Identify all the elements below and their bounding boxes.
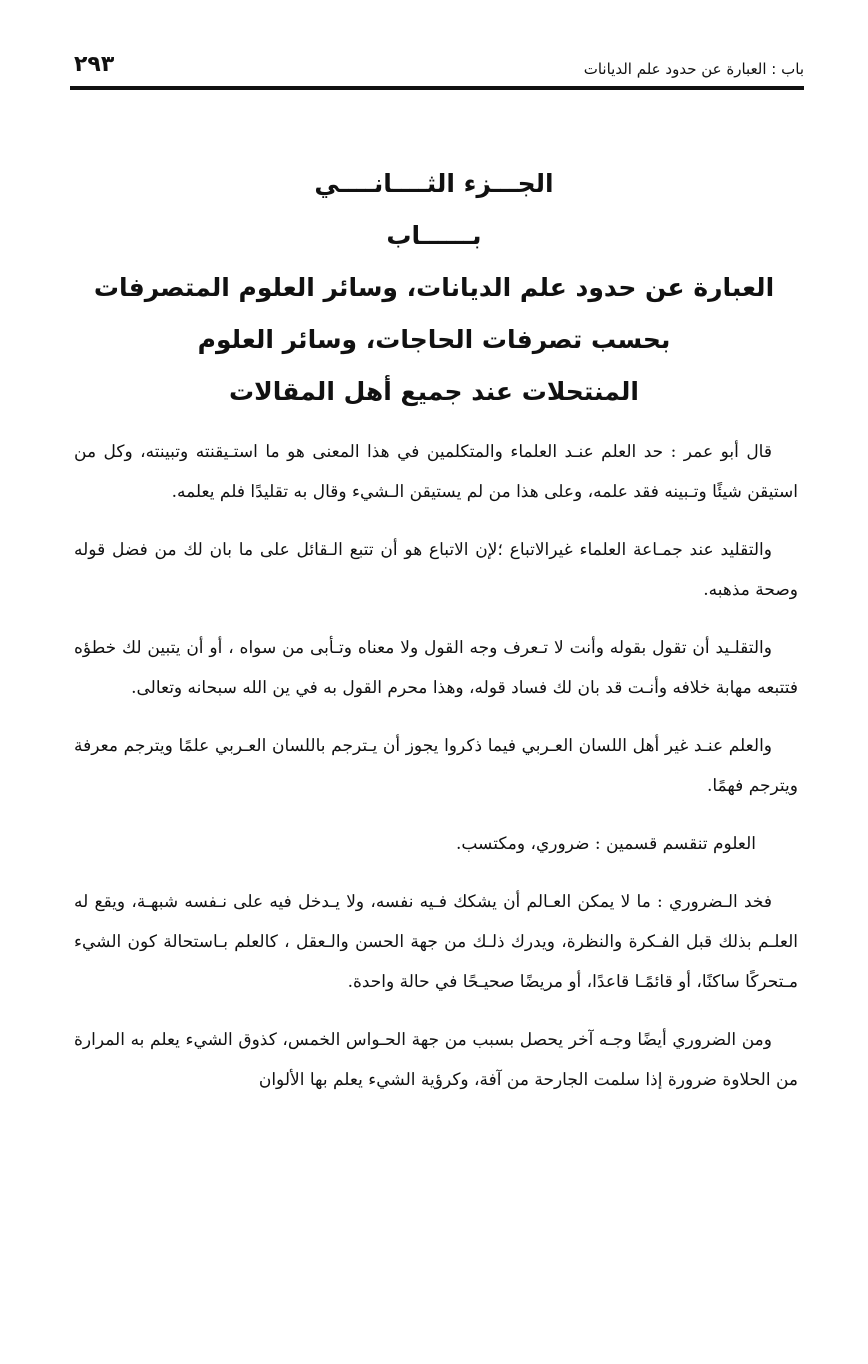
running-title: باب : العبارة عن حدود علم الديانات <box>583 60 804 78</box>
page-number: ٢٩٣ <box>74 52 115 77</box>
paragraph: قال أبو عمر : حد العلم عنـد العلماء والمتكلمين في هذا المعنى هو ما استـيقنته وتبينته، وكل من استيقن شيئًا وتـبينه فقد علمه، وعلى هذا من لم يستيقن الـشيء وقال به تقليدًا فلم يعلمه. <box>74 442 798 502</box>
chapter-title-line-2: بحسب تصرفات الحاجات، وسائر العلوم <box>197 325 671 354</box>
running-header <box>70 50 804 86</box>
chapter-headings <box>60 158 808 418</box>
chapter-heading: بــــــاب <box>386 221 482 250</box>
chapter-title-line-3: المنتحلات عند جميع أهل المقالات <box>229 377 639 406</box>
paragraph: والتقلـيد أن تقول بقوله وأنت لا تـعرف وجه القول ولا معناه وتـأبى من سواه ، أو أن يتبين لك خطؤه فتتبعه مهابة خلافه وأنـت قد بان لك فساد قوله، وهذا محرم القول به في ين الله سبحانه وتعالى. <box>74 638 798 698</box>
chapter-title-line-1: العبارة عن حدود علم الديانات، وسائر العلوم المتصرفات <box>93 273 775 302</box>
header-rule <box>70 86 804 90</box>
paragraph: والتقليد عند جمـاعة العلماء غيرالاتباع ؛لإن الاتباع هو أن تتبع الـقائل على ما بان لك من فضل قوله وصحة مذهبه. <box>74 540 798 600</box>
body-text <box>74 432 798 1118</box>
paragraph: العلوم تنقسم قسمين : ضروري، ومكتسب. <box>455 834 756 854</box>
paragraph: ومن الضروري أيضًا وجـه آخر يحصل بسبب من جهة الحـواس الخمس، كذوق الشيء يعلم به المرارة من الحلاوة ضرورة إذا سلمت الجارحة من آفة، وكرؤية الشيء يعلم بها الألوان <box>74 1030 798 1090</box>
part-heading: الجـــزء الثــــانــــي <box>314 169 554 198</box>
paragraph: والعلم عنـد غير أهل اللسان العـربي فيما ذكروا يجوز أن يـترجم باللسان العـربي علمًا ويترجم معرفة ويترجم فهمًا. <box>74 736 798 796</box>
paragraph: فخد الـضروري : ما لا يمكن العـالم أن يشكك فـيه نفسه، ولا يـدخل فيه على نـفسه شبهـة، ويقع له العلـم بذلك قبل الفـكرة والنظرة، ويدرك ذلـك من جهة الحسن والـعقل ، كالعلم بـاستحالة كون الشيء مـتحركًا ساكنًا، أو قائمًـا قاعدًا، أو مريضًا صحيـحًا في حالة واحدة. <box>74 892 798 992</box>
